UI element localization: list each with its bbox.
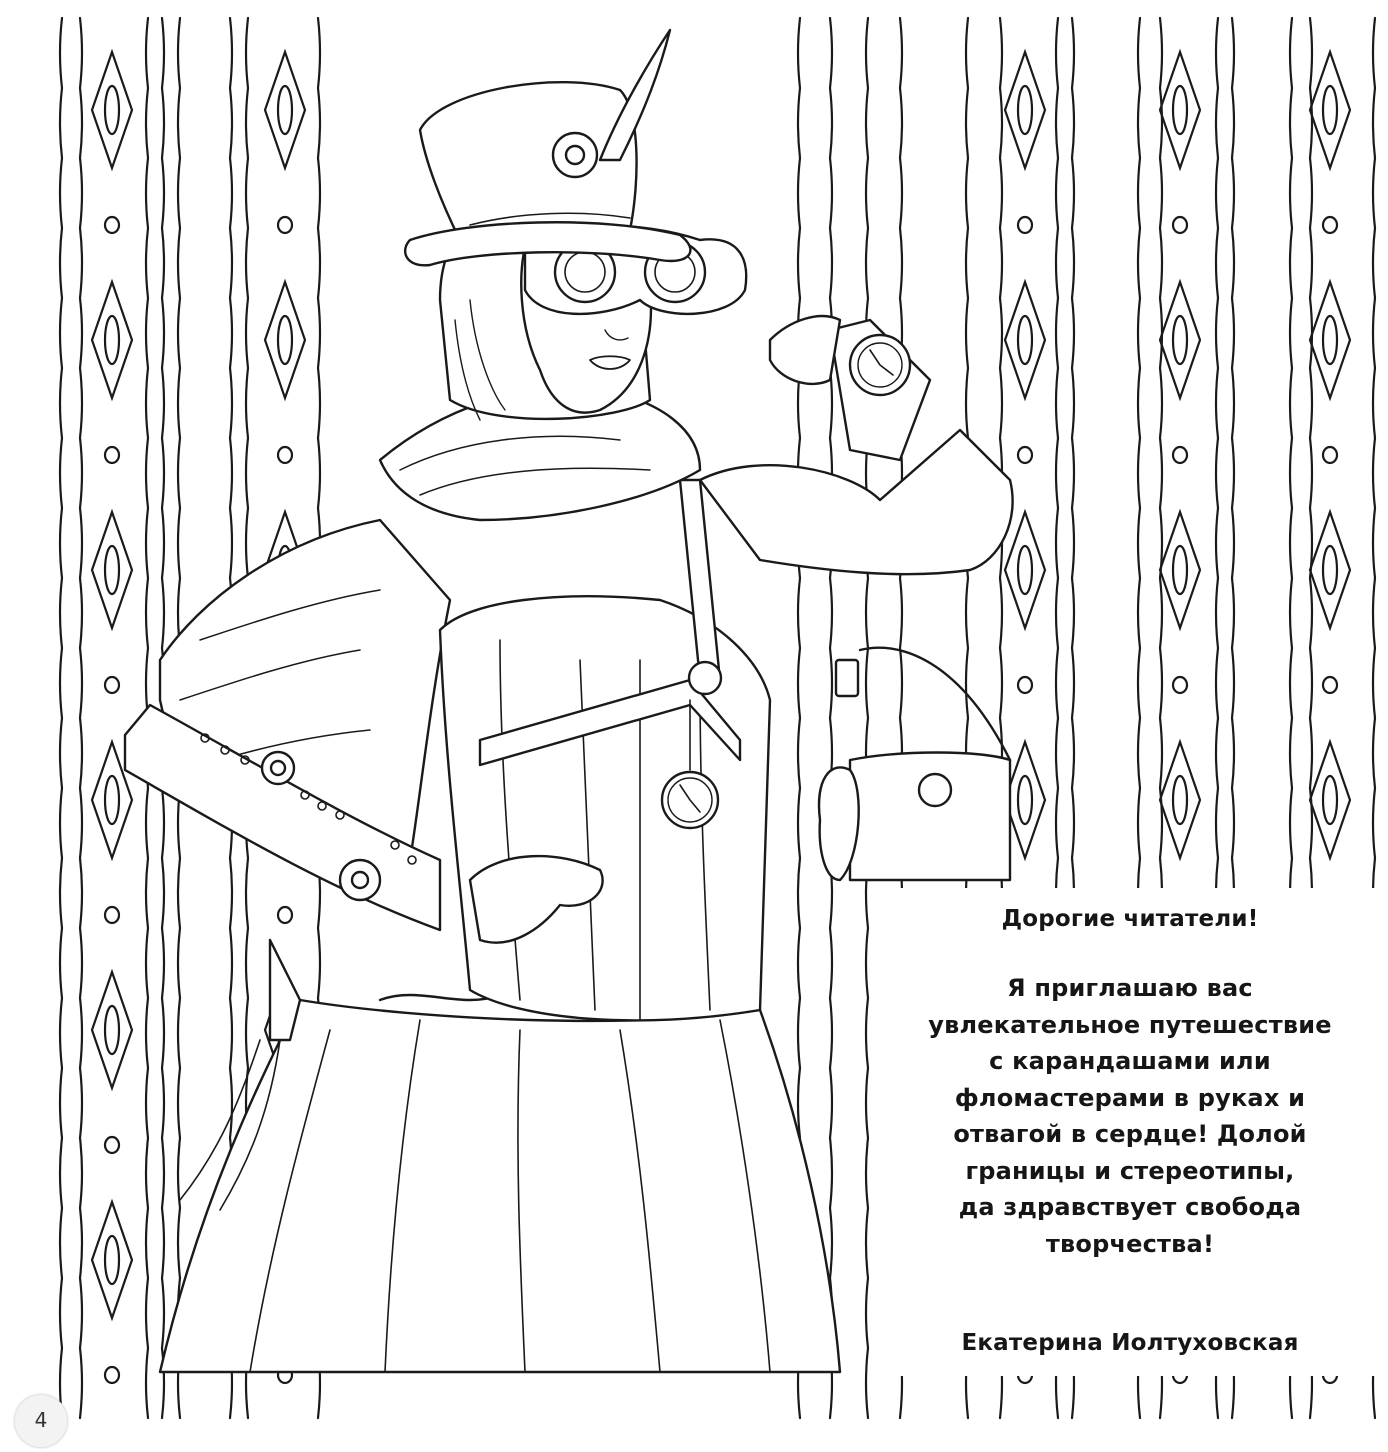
diamond-inner-oval <box>1323 776 1337 824</box>
diamond-inner-oval <box>278 86 292 134</box>
page-number-badge <box>14 1394 68 1448</box>
message-line: да здравствует свобода <box>958 1193 1302 1221</box>
curtain-line <box>80 18 82 1418</box>
dedication-message <box>872 970 1388 1262</box>
diamond-inner-oval <box>1173 546 1187 594</box>
oval-motif <box>278 907 292 923</box>
diamond-inner-oval <box>1173 776 1187 824</box>
diamond-motif <box>92 972 132 1088</box>
diamond-inner-oval <box>1018 316 1032 364</box>
diamond-inner-oval <box>1323 546 1337 594</box>
diamond-motif <box>1160 282 1200 398</box>
diamond-inner-oval <box>105 776 119 824</box>
diamond-motif <box>1160 512 1200 628</box>
dedication-text-box <box>872 888 1388 1376</box>
diamond-motif <box>92 282 132 398</box>
diamond-inner-oval <box>278 316 292 364</box>
diamond-inner-oval <box>1323 86 1337 134</box>
diamond-inner-oval <box>1018 86 1032 134</box>
oval-motif <box>278 217 292 233</box>
diamond-inner-oval <box>1018 546 1032 594</box>
greeting-heading: Дорогие читатели! <box>1001 906 1259 932</box>
oval-motif <box>105 447 119 463</box>
curtain-line <box>60 18 62 1418</box>
oval-motif <box>278 447 292 463</box>
diamond-inner-oval <box>1323 316 1337 364</box>
oval-motif <box>1323 217 1337 233</box>
message-line: увлекательное путешествие <box>928 1010 1332 1039</box>
oval-motif <box>1018 677 1032 693</box>
diamond-motif <box>1005 52 1045 168</box>
page-number: 4 <box>34 1408 48 1432</box>
oval-motif <box>105 1367 119 1383</box>
oval-motif <box>105 677 119 693</box>
diamond-motif <box>1160 742 1200 858</box>
oval-motif <box>1173 217 1187 233</box>
diamond-motif <box>1310 742 1350 858</box>
oval-motif <box>1173 677 1187 693</box>
diamond-motif <box>1310 282 1350 398</box>
oval-motif <box>1323 447 1337 463</box>
diamond-motif <box>92 52 132 168</box>
curtain-line <box>830 18 832 1418</box>
diamond-motif <box>92 512 132 628</box>
message-line: Я приглашаю вас <box>1007 974 1253 1002</box>
author-signature: Екатерина Иолтуховская <box>961 1330 1299 1356</box>
oval-motif <box>1018 217 1032 233</box>
message-line: с карандашами или <box>989 1047 1271 1075</box>
diamond-motif <box>265 282 305 398</box>
diamond-motif <box>92 1202 132 1318</box>
diamond-motif <box>1310 52 1350 168</box>
message-line: фломастерами в руках и <box>954 1083 1306 1112</box>
diamond-inner-oval <box>105 1236 119 1284</box>
oval-motif <box>1018 447 1032 463</box>
diamond-inner-oval <box>1173 86 1187 134</box>
oval-motif <box>105 907 119 923</box>
diamond-inner-oval <box>105 1006 119 1054</box>
diamond-motif <box>1005 282 1045 398</box>
diamond-inner-oval <box>105 86 119 134</box>
oval-motif <box>1173 447 1187 463</box>
diamond-inner-oval <box>1018 776 1032 824</box>
diamond-motif <box>1005 512 1045 628</box>
diamond-motif <box>265 52 305 168</box>
diamond-inner-oval <box>1173 316 1187 364</box>
diamond-motif <box>1310 512 1350 628</box>
message-line: отвагой в сердце! Долой <box>953 1120 1307 1148</box>
message-line: творчества! <box>1045 1229 1215 1258</box>
diamond-inner-oval <box>105 546 119 594</box>
diamond-motif <box>1160 52 1200 168</box>
diamond-inner-oval <box>105 316 119 364</box>
oval-motif <box>105 217 119 233</box>
oval-motif <box>105 1137 119 1153</box>
curtain-line <box>866 18 868 1418</box>
message-line: границы и стереотипы, <box>965 1156 1295 1185</box>
oval-motif <box>1323 677 1337 693</box>
